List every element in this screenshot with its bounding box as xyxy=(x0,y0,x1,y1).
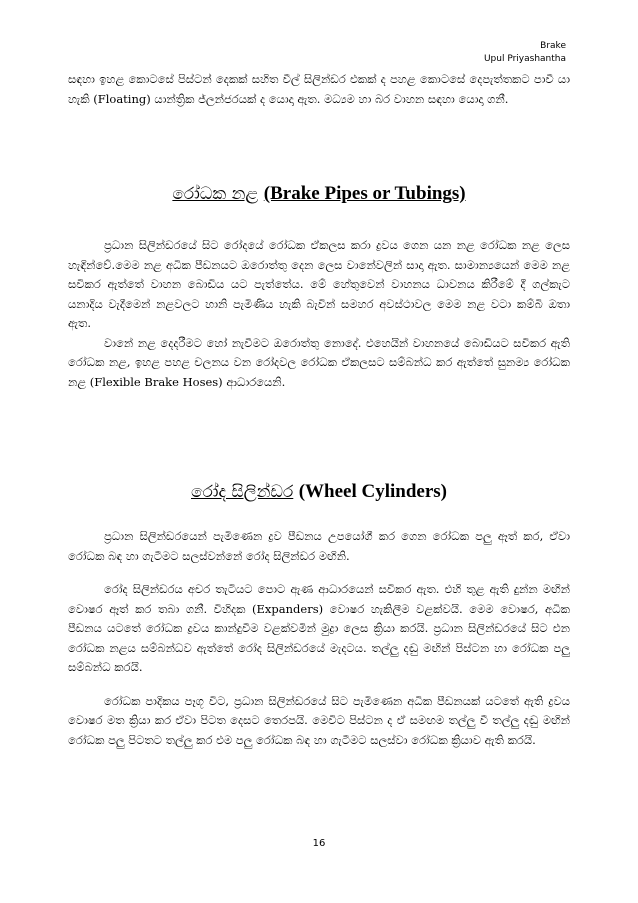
paragraph: වානේ නළ දෙදරීමට හෝ නැවීමට ඔරොත්තු නොදේ. එහෙයින් වාහනයේ බොඩියට සවිකර ඇති රෝධක නළ, ඉහළ පහළ චලනය වන රෝදවල රෝධක ඒකලසට සම්බන්ධ කර ඇත්තේ සුනම්‍ය රෝධක නළ (Flexible Brake Hoses) ආධාරයෙනි. xyxy=(68,335,570,389)
paragraph: ප්‍රධාන සිලින්ඩරයෙන් පැමිණෙන ද්‍රව පීඩනය උපයෝගී කර ගෙන රෝධක පලු ඈත් කර, ඒවා රෝධක බඳ හා ගැටීමට සලස්වන්නේ රෝද සිලින්ඩර මඟිනි. xyxy=(68,529,570,563)
heading-sinhala: රෝද සිලින්ඩර xyxy=(191,482,294,502)
page-header xyxy=(484,40,566,66)
section-body-brake-pipes xyxy=(68,236,570,392)
heading-sinhala: රෝධක නළ xyxy=(172,184,259,204)
heading-english: (Brake Pipes or Tubings) xyxy=(263,183,466,204)
intro-block xyxy=(68,70,570,109)
header-author: Upul Priyashantha xyxy=(483,54,566,64)
section-heading-brake-pipes xyxy=(0,183,638,205)
paragraph: ප්‍රධාන සිලින්ඩරයේ සිට රෝදයේ රෝධක ඒකලස කරා ද්‍රවය ගෙන යන නළ රෝධක නළ ලෙස හැඳින්වේ.මෙම නළ අධික පීඩනයට ඔරොත්තු දෙන ලෙස වානේවලින් සාදා ඇත. සාමාන්‍යයෙන් මෙම නළ සවිකර ඇත්තේ වාහන බොඩිය යට පැත්තේය. මේ හේතුවෙන් වාහනය ධාවනය කිරීමේ දී ගල්කැට යනාදිය වැදීමෙන් නළවලට හානි පැමිණිය හැකි බැවින් සමහර අවස්ථාවල මෙම නළ වටා කම්බි ඔතා ඇත. xyxy=(68,238,570,330)
header-title: Brake xyxy=(540,41,566,51)
intro-paragraph: සඳහා ඉහළ කොටසේ පිස්ටන් දෙකක් සහිත වීල් සිලින්ඩර එකක් ද පහළ කොටසේ දෙපැත්තකට පාවී යා හැකි (Floating) යාන්ත්‍රික ජ්ලන්ජරයක් ද යොදා ඇත. මධ්‍යම හා බර වාහන සඳහා යොදා ගනී. xyxy=(68,72,570,106)
heading-english: (Wheel Cylinders) xyxy=(298,481,447,502)
paragraph: රෝධක පාදිකය පෑගූ විට, ප්‍රධාන සිලින්ඩරයේ සිට පැමිණෙන අධික පීඩනයක් යටතේ ඇති ද්‍රවය වොෂර මත ක්‍රියා කර ඒවා පිටත දෙසට තෙරපයි. මෙවිට පිස්ටන ද ඒ සමඟම තල්ලු වී තල්ලු දඬු මඟින් රෝධක පලු පිටතට තල්ලු කර එම පලු රෝධක බඳ හා ගැටීමට සලස්වා රෝධක ක්‍රියාව ඇති කරයි. xyxy=(68,693,570,747)
page-number: 16 xyxy=(312,838,326,849)
section-heading-wheel-cylinders xyxy=(0,481,638,503)
section-body-wheel-cylinders xyxy=(68,527,570,750)
paragraph: රෝද සිලින්ඩරය අචර තැටියට පොට ඇණ ආධාරයෙන් සවිකර ඇත. එහි තුළ ඇති දුන්න මඟින් වොෂර ඈත් කර තබා ගනී. විහිදක (Expanders) වොෂර හැකිලීම වළක්වයි. මෙම වොෂර, අධික පීඩනය යටතේ රෝධක ද්‍රවය කාන්දුවීම වළක්වමින් මුද්‍රා ලෙස ක්‍රියා කරයි. ප්‍රධාන සිලින්ඩරයේ සිට එන රෝධක නළය සම්බන්ධව ඇත්තේ රෝද සිලින්ඩරයේ මැදටය. තල්ලු දඬු මඟින් පිස්ටන හා රෝධක පලු සම්බන්ධ කරයි. xyxy=(68,582,570,674)
